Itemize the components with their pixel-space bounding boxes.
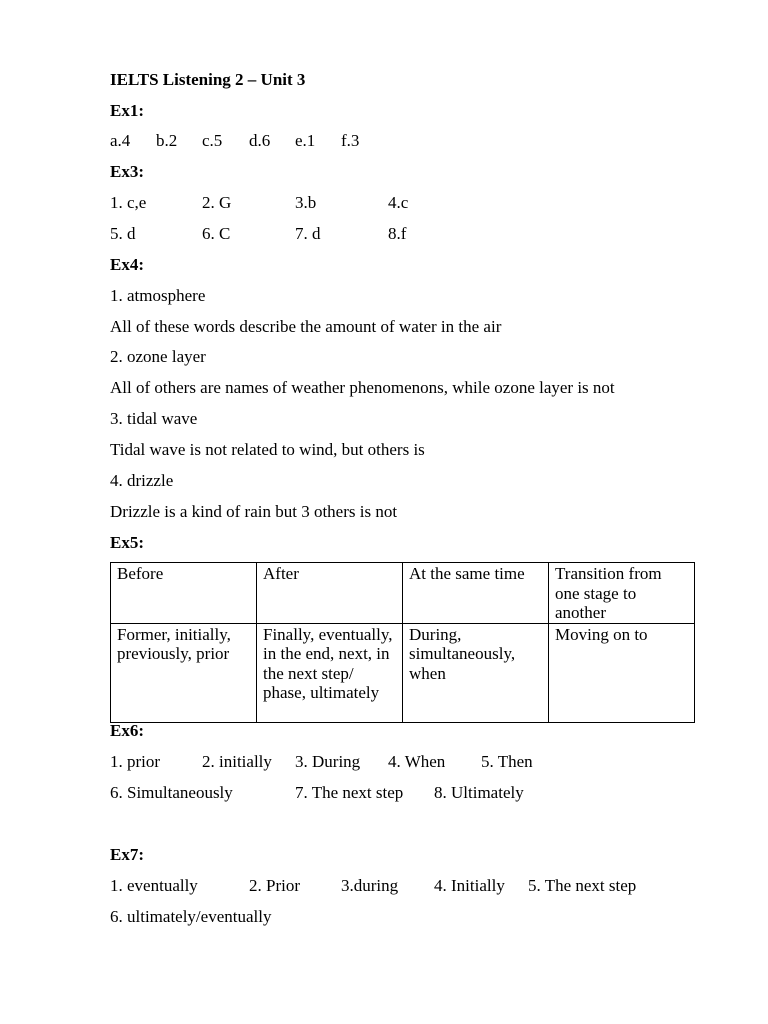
ex6-answer: 6. Simultaneously [110, 783, 233, 802]
ex3-answer: 7. d [295, 224, 321, 243]
ex1-answer: d.6 [249, 131, 271, 150]
document-title: IELTS Listening 2 – Unit 3 [110, 70, 306, 89]
ex6-answer: 5. Then [481, 752, 533, 771]
ex7-answer: 2. Prior [249, 876, 300, 895]
ex4-heading: Ex4: [110, 255, 144, 274]
ex7-answer: 6. ultimately/eventually [110, 907, 272, 926]
ex7-answer: 1. eventually [110, 876, 198, 895]
ex4-reason: All of these words describe the amount of water in the air [110, 317, 502, 336]
ex3-answer: 3.b [295, 193, 317, 212]
ex4-word: 1. atmosphere [110, 286, 206, 305]
ex3-answer: 1. c,e [110, 193, 147, 212]
ex4-word: 4. drizzle [110, 471, 174, 490]
ex7-heading: Ex7: [110, 845, 144, 864]
ex6-answer: 8. Ultimately [434, 783, 524, 802]
ex4-reason: Tidal wave is not related to wind, but others is [110, 440, 425, 459]
ex6-answer: 1. prior [110, 752, 161, 771]
ex6-answer: 2. initially [202, 752, 272, 771]
ex6-heading: Ex6: [110, 721, 144, 740]
ex1-answer: a.4 [110, 131, 131, 150]
ex3-answer: 4.c [388, 193, 409, 212]
ex3-answer: 2. G [202, 193, 232, 212]
table-header-cell: Transition from one stage to another [549, 563, 695, 624]
ex4-reason: Drizzle is a kind of rain but 3 others is not [110, 502, 398, 521]
table-header-cell: After [257, 563, 403, 624]
ex4-word: 3. tidal wave [110, 409, 198, 428]
ex6-answer: 3. During [295, 752, 361, 771]
ex7-answer: 4. Initially [434, 876, 505, 895]
table-cell: During, simultaneously, when [403, 623, 549, 722]
ex6-answer: 7. The next step [295, 783, 404, 802]
table-cell: Finally, eventually, in the end, next, in the next step/ phase, ultimately [257, 623, 403, 722]
ex4-reason: All of others are names of weather phenomenons, while ozone layer is not [110, 378, 615, 397]
ex7-answer: 3.during [341, 876, 399, 895]
ex1-answer: b.2 [156, 131, 178, 150]
ex5-heading: Ex5: [110, 533, 144, 552]
ex4-word: 2. ozone layer [110, 347, 206, 366]
table-header-cell: Before [111, 563, 257, 624]
ex3-heading: Ex3: [110, 162, 144, 181]
ex7-answer: 5. The next step [528, 876, 637, 895]
table-row [111, 563, 695, 624]
ex1-answer: e.1 [295, 131, 316, 150]
ex1-answer: f.3 [341, 131, 360, 150]
ex3-answer: 5. d [110, 224, 136, 243]
table-cell: Moving on to [549, 623, 695, 722]
table-row [111, 623, 695, 722]
ex1-answer: c.5 [202, 131, 223, 150]
ex1-heading: Ex1: [110, 101, 144, 120]
table-header-cell: At the same time [403, 563, 549, 624]
ex6-answer: 4. When [388, 752, 446, 771]
ex5-table [110, 562, 695, 723]
ex3-answer: 6. C [202, 224, 231, 243]
ex3-answer: 8.f [388, 224, 407, 243]
table-cell: Former, initially, previously, prior [111, 623, 257, 722]
